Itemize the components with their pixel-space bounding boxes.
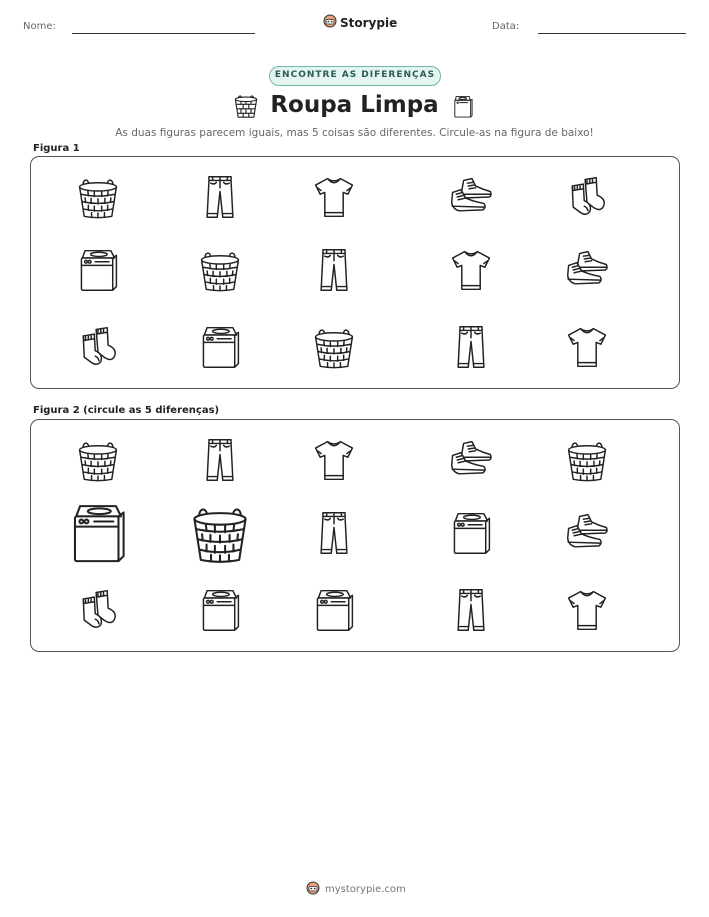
name-label: Nome: <box>23 21 56 32</box>
pants-icon[interactable] <box>448 587 494 633</box>
laundry-basket-icon[interactable] <box>188 501 252 565</box>
figure-1-label: Figura 1 <box>33 143 80 154</box>
laundry-basket-icon <box>311 324 357 370</box>
storypie-mascot-icon <box>323 14 337 31</box>
pants-icon[interactable] <box>311 510 357 556</box>
t-shirt-icon[interactable] <box>311 437 357 483</box>
washing-machine-icon <box>75 247 121 293</box>
sneakers-icon <box>448 174 494 220</box>
socks-icon[interactable] <box>75 587 121 633</box>
t-shirt-icon <box>311 174 357 220</box>
laundry-basket-icon <box>197 247 243 293</box>
brand-name: Storypie <box>340 15 398 30</box>
washing-machine-icon[interactable] <box>197 587 243 633</box>
footer <box>306 881 406 898</box>
date-label: Data: <box>492 21 520 32</box>
pants-icon[interactable] <box>197 437 243 483</box>
laundry-basket-icon <box>75 174 121 220</box>
storypie-mascot-icon <box>306 881 320 898</box>
washing-machine-icon <box>197 324 243 370</box>
socks-icon <box>75 324 121 370</box>
socks-icon <box>564 174 610 220</box>
washing-machine-icon[interactable] <box>448 510 494 556</box>
pants-icon <box>448 324 494 370</box>
brand-logo <box>323 14 397 31</box>
pants-icon <box>197 174 243 220</box>
figure-2-label: Figura 2 (circule as 5 diferenças) <box>33 405 220 416</box>
name-field-line[interactable] <box>72 33 255 34</box>
laundry-basket-icon[interactable] <box>564 437 610 483</box>
t-shirt-icon <box>448 247 494 293</box>
sneakers-icon[interactable] <box>564 510 610 556</box>
figure-2-panel[interactable] <box>30 419 680 652</box>
washing-machine-icon[interactable] <box>311 587 357 633</box>
date-field-line[interactable] <box>538 33 686 34</box>
laundry-basket-icon[interactable] <box>75 437 121 483</box>
pants-icon <box>311 247 357 293</box>
footer-url[interactable]: mystorypie.com <box>325 884 406 895</box>
washing-machine-icon[interactable] <box>66 501 130 565</box>
sneakers-icon[interactable] <box>448 437 494 483</box>
t-shirt-icon[interactable] <box>564 587 610 633</box>
instructions: As duas figuras parecem iguais, mas 5 coisas são diferentes. Circule-as na figura de baixo! <box>115 127 594 139</box>
activity-badge: ENCONTRE AS DIFERENÇAS <box>269 66 441 86</box>
washing-machine-icon <box>450 93 474 120</box>
t-shirt-icon <box>564 324 610 370</box>
sneakers-icon <box>564 247 610 293</box>
worksheet-title: Roupa Limpa <box>270 92 439 118</box>
figure-1-panel <box>30 156 680 389</box>
